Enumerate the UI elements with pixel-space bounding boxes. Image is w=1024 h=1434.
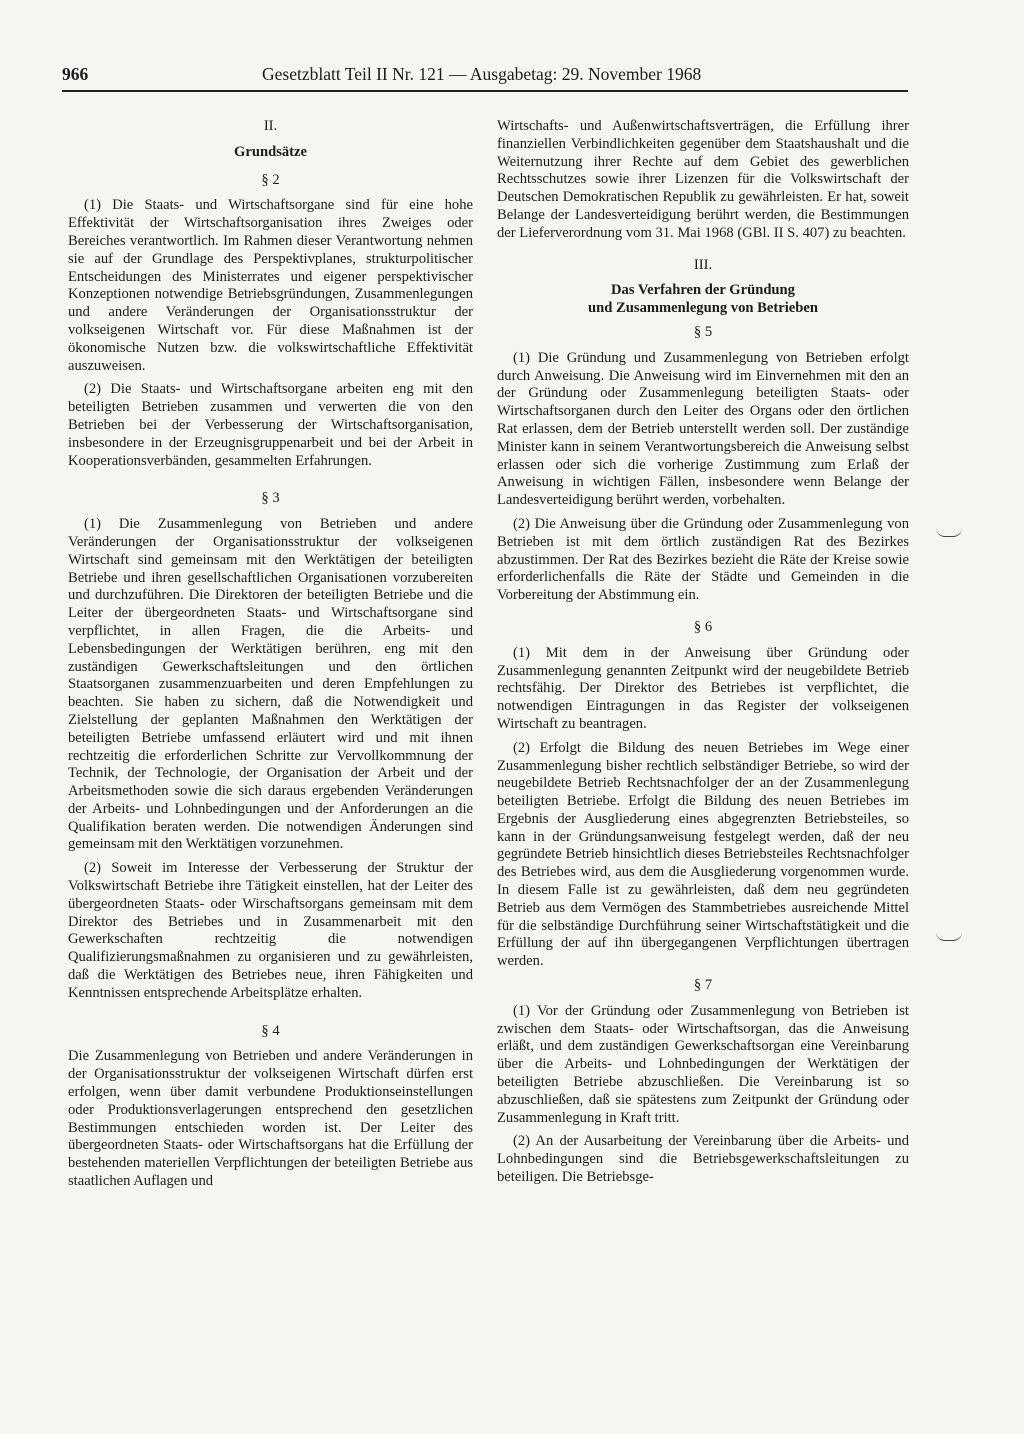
paragraph: (1) Vor der Gründung oder Zusammenlegung von Betrieben ist zwischen dem Staats- oder Wirtschaftsorgan, das die Anweisung erläßt, und dem zuständigen Gewerkschaftsorgan eine Vereinbarung über die Arbeits- und Lohnbedingungen der Werktätigen der beteiligten Betriebe abzuschließen. Die Vereinbarung ist so abzuschließen, daß sie spätestens zum Zeitpunkt der Gründung oder Zusammenlegung in Kraft tritt. [497, 1002, 909, 1126]
section-heading: § 3 [261, 490, 280, 507]
margin-mark-icon [936, 932, 962, 941]
section-heading: § 5 [693, 323, 713, 340]
part-number: III. [693, 256, 713, 273]
paragraph: (1) Die Zusammenlegung von Betrieben und andere Veränderungen der Organisationsstruktur der volkseigenen Wirtschaft sind gemeinsam mit den Werktätigen der beteiligten Betriebe und ihren gesellschaftlichen Organisationen vorzubereiten und durchzuführen. Die Direktoren der beteiligten Betriebe und die Leiter der übergeordneten Staats- und Wirtschaftsorgane sind verpflichtet, in allen Fragen, die die Arbeits- und Lebensbedingungen der Werktätigen berühren, eng mit den zuständigen Gewerkschaftsleitungen und den örtlichen Staatsorganen zusammenzuarbeiten und deren Empfehlungen zu beachten. Sie haben zu sichern, daß die Notwendigkeit und Zielstellung der geplanten Maßnahmen den Werktätigen der beteiligten Betriebe umfassend erläutert wird und mit ihnen rechtzeitig die erforderlichen Schritte zur Vervollkommnung der Technik, der Technologie, der Organisation der Arbeit und der Arbeitsmethoden sowie die sich daraus ergebenden Veränderungen der Arbeits- und Lohnbedingungen und der Anforderungen an die Qualifikation beraten werden. Die notwendigen Änderungen sind gemeinsam mit den Werktätigen vorzunehmen. [68, 516, 473, 853]
part-number: II. [263, 118, 278, 134]
part-title: und Zusammenlegung von Betrieben [588, 300, 818, 317]
paragraph: (1) Die Staats- und Wirtschaftsorgane sind für eine hohe Effektivität der Wirtschaftsorganisation ihres Zweiges oder Bereiches verantwortlich. Im Rahmen dieser Verantwortung nehmen sie auf der Grundlage des Perspektivplanes, strukturpolitischer Entscheidungen des Ministerrates und eigener perspektivischer Konzeptionen notwendige Betriebsgründungen, Zusammenlegungen und andere Veränderungen der Organisationsstruktur der volkseigenen Wirtschaft vor. Für diese Maßnahmen ist der ökonomische Nutzen bzw. die volkswirtschaftliche Effektivität auszuweisen. [68, 197, 473, 374]
paragraph: (2) Erfolgt die Bildung des neuen Betriebes im Wege einer Zusammenlegung bisher rechtlich selbständiger Betriebe, so wird der neugebildete Betrieb Rechtsnachfolger der an der Zusammenlegung beteiligten Betriebe. Erfolgt die Bildung des neuen Betriebes im Ergebnis der Ausgliederung eines abgegrenzten Betriebsteiles, so kann in der Gründungsanweisung festgelegt werden, daß der neu gegründete Betrieb hinsichtlich dieses Betriebsteiles Rechtsnachfolger des Betriebes wird, aus dem die Ausgliederung vorgenommen wurde. In diesem Falle ist zu gewährleisten, daß dem neu gegründeten Betrieb aus dem Vermögen des Stammbetriebes ausreichende Mittel für die selbständige Durchführung seiner Wirtschaftstätigkeit und die Erfüllung der auf ihn übergegangenen Verpflichtungen übertragen werden. [497, 739, 909, 970]
paragraph: (2) An der Ausarbeitung der Vereinbarung über die Arbeits- und Lohnbedingungen sind die Betriebsgewerkschaftsleitungen zu beteiligen. Die Betriebsge- [497, 1133, 909, 1186]
page-header [62, 60, 908, 92]
page-number: 966 [62, 64, 89, 84]
paragraph: (1) Die Gründung und Zusammenlegung von Betrieben erfolgt durch Anweisung. Die Anweisung wird im Einvernehmen mit den an der Gründung oder Zusammenlegung beteiligten Staats- oder Wirtschaftsorganen durch den Leiter des Organs oder den örtlichen Rat erlassen, dem der Betrieb unterstellt werden soll. Der zuständige Minister kann in seinem Verantwortungsbereich die Anweisung selbst erlassen oder sich die vorherige Zustimmung zum Erlaß der Anweisung in wichtigen Fällen, insbesondere wenn Belange der Landesverteidigung berührt werden, vorbehalten. [497, 349, 909, 509]
left-column [68, 118, 473, 1197]
paragraph: Die Zusammenlegung von Betrieben und andere Veränderungen in der Organisationsstruktur der volkseigenen Wirtschaft dürfen erst erfolgen, wenn über damit verbundene Produktionseinstellungen oder Produktionsverlagerungen entsprechend den gesetzlichen Bestimmungen entschieden worden ist. Der Leiter des übergeordneten Staats- oder Wirtschaftsorgans hat die Erfüllung der bestehenden materiellen Verpflichtungen der beteiligten Betriebe aus staatlichen Auflagen und [68, 1048, 473, 1190]
paragraph: (2) Soweit im Interesse der Verbesserung der Struktur der Volkswirtschaft Betriebe ihre Tätigkeit einstellen, hat der Leiter des übergeordneten Staats- oder Wirschaftsorgans gemeinsam mit dem Direktor des Betriebes und in Zusammenarbeit mit den Gewerkschaften rechtzeitig die notwendigen Qualifizierungsmaßnahmen zu organisieren und zu gewährleisten, daß die Werktätigen des Betriebes neue, ihren Fähigkeiten und Kenntnissen entsprechende Arbeitsplätze erhalten. [68, 860, 473, 1001]
section-heading: § 7 [693, 977, 713, 994]
right-column [497, 118, 909, 1193]
paragraph: (2) Die Staats- und Wirtschaftsorgane arbeiten eng mit den beteiligten Betrieben zusammen und verwerten die von den Betrieben bei der Verbesserung der Wirtschaftsorganisation, insbesondere in der Erzeugnisgruppenarbeit und bei der Arbeit in Kooperationsverbänden, gesammelten Erfahrungen. [68, 381, 473, 469]
paragraph: (2) Die Anweisung über die Gründung oder Zusammenlegung von Betrieben ist mit dem örtlich zuständigen Rat des Bezirkes abzustimmen. Der Rat des Bezirkes bezieht die Räte der Kreise sowie erforderlichenfalls die Räte der Städte und Gemeinden in die Vorbereitung der Abstimmung ein. [497, 515, 909, 604]
section-heading: § 6 [693, 618, 713, 635]
section-heading: § 2 [261, 171, 280, 188]
part-title: Grundsätze [234, 143, 307, 160]
margin-mark-icon [936, 528, 962, 537]
section-heading: § 4 [261, 1022, 280, 1039]
paragraph: (1) Mit dem in der Anweisung über Gründung oder Zusammenlegung genannten Zeitpunkt wird der neugebildete Betrieb rechtsfähig. Der Direktor des Betriebes ist verpflichtet, die notwendigen Eintragungen in das Register der volkseigenen Wirtschaft zu beantragen. [497, 644, 909, 732]
part-title: Das Verfahren der Gründung [611, 282, 795, 299]
paragraph: Wirtschafts- und Außenwirtschaftsverträgen, die Erfüllung ihrer finanziellen Verbindlichkeiten gegenüber dem Staatshaushalt und die Weiternutzung ihrer Rechte auf dem Gebiet des gewerblichen Rechtsschutzes sowie ihrer Lizenzen für die Volkswirtschaft der Deutschen Demokratischen Republik zu gewährleisten. Er hat, soweit Belange der Landesverteidigung berührt werden, die Bestimmungen der Lieferverordnung vom 31. Mai 1968 (GBl. II S. 407) zu beachten. [497, 118, 909, 241]
running-title: Gesetzblatt Teil II Nr. 121 — Ausgabetag: 29. November 1968 [262, 64, 702, 84]
